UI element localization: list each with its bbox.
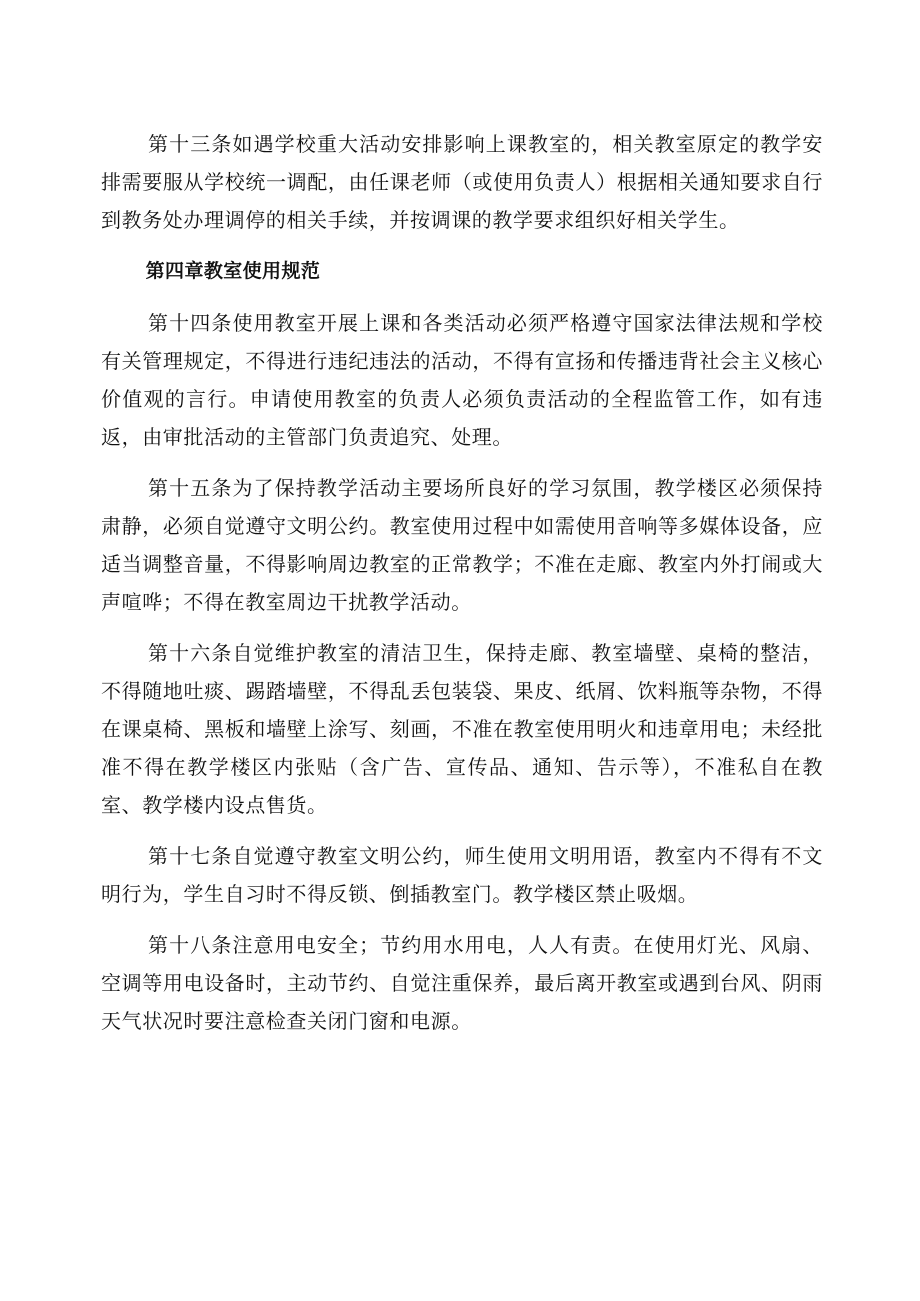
- article-18-paragraph: 第十八条注意用电安全；节约用水用电，人人有责。在使用灯光、风扇、空调等用电设备时，主动节约、自觉注重保养，最后离开教室或遇到台风、阴雨天气状况时要注意检查关闭门窗和电源。: [101, 933, 823, 1033]
- article-16-paragraph: 第十六条自觉维护教室的清洁卫生，保持走廊、教室墙壁、桌椅的整洁，不得随地吐痰、踢踏墙壁，不得乱丢包装袋、果皮、纸屑、饮料瓶等杂物，不得在课桌椅、黑板和墙壁上涂写、刻画，不准在教室使用明火和违章用电；未经批准不得在教学楼区内张贴（含广告、宣传品、通知、告示等），不准私自在教室、教学楼内设点售货。: [101, 641, 823, 817]
- article-17-paragraph: 第十七条自觉遵守教室文明公约，师生使用文明用语，教室内不得有不文明行为，学生自习时不得反锁、倒插教室门。教学楼区禁止吸烟。: [101, 844, 823, 906]
- article-13-paragraph: 第十三条如遇学校重大活动安排影响上课教室的，相关教室原定的教学安排需要服从学校统一调配，由任课老师（或使用负责人）根据相关通知要求自行到教务处办理调停的相关手续，并按调课的教学要求组织好相关学生。: [101, 132, 823, 232]
- document-body: [101, 125, 823, 1053]
- article-15-paragraph: 第十五条为了保持教学活动主要场所良好的学习氛围，教学楼区必须保持肃静，必须自觉遵守文明公约。教室使用过程中如需使用音响等多媒体设备，应适当调整音量，不得影响周边教室的正常教学；不准在走廊、教室内外打闹或大声喧哗；不得在教室周边干扰教学活动。: [101, 476, 823, 614]
- chapter-4-heading: 第四章教室使用规范: [145, 260, 321, 282]
- article-14-paragraph: 第十四条使用教室开展上课和各类活动必须严格遵守国家法律法规和学校有关管理规定，不得进行违纪违法的活动，不得有宣扬和传播违背社会主义核心价值观的言行。申请使用教室的负责人必须负责活动的全程监管工作，如有违返，由审批活动的主管部门负责追究、处理。: [101, 311, 823, 449]
